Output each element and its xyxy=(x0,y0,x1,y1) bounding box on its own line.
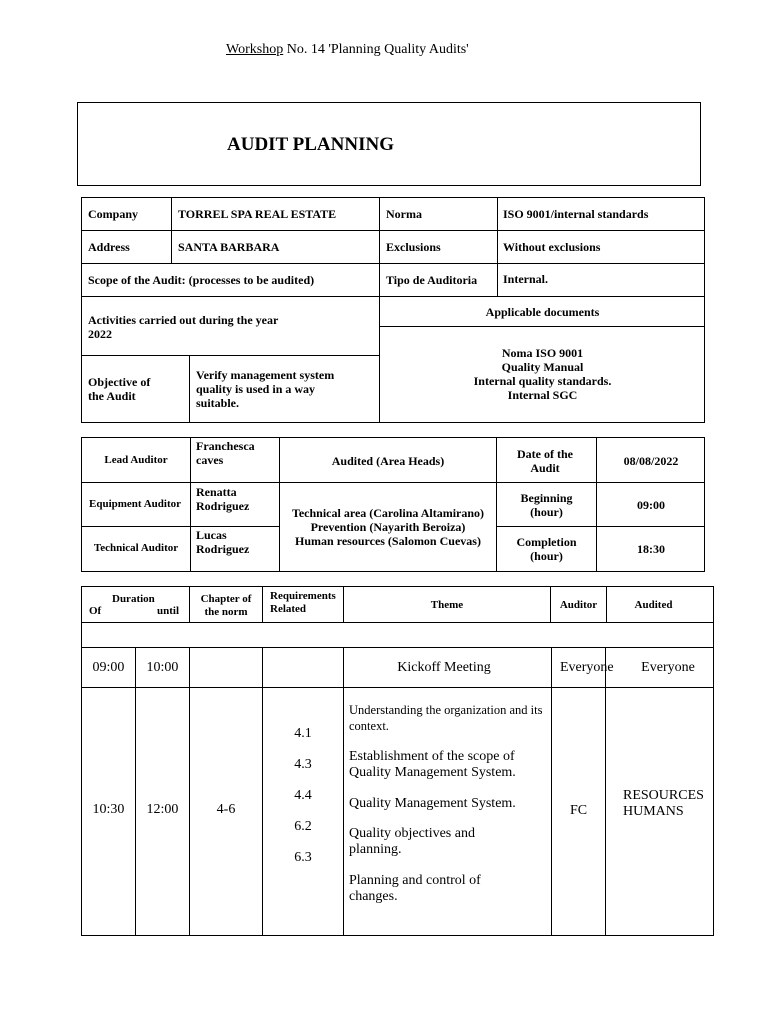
theme-item: Establishment of the scope of Quality Management System. xyxy=(349,749,516,780)
date-value: 08/08/2022 xyxy=(623,454,679,468)
auditor-header: Auditor xyxy=(559,599,598,611)
schedule-cell-of: 10:30 xyxy=(92,802,125,817)
page-title: AUDIT PLANNING xyxy=(227,134,394,155)
activities-text: Activities carried out during the year 2022 xyxy=(88,313,279,341)
schedule-cell-auditor: FC xyxy=(569,803,588,818)
address-value: SANTA BARBARA xyxy=(178,240,280,254)
requirement-item: 6.2 xyxy=(294,819,312,834)
schedule-cell-until: 12:00 xyxy=(146,802,179,817)
equipment-auditor-label: Equipment Auditor xyxy=(89,498,181,510)
applicable-docs-list: Noma ISO 9001 Quality Manual Internal quality standards. Internal SGC xyxy=(473,346,612,402)
requirement-item: 4.4 xyxy=(294,788,312,803)
beginning-value: 09:00 xyxy=(637,498,665,512)
schedule-cell-auditor: Everyone xyxy=(560,660,614,675)
technical-auditor-name: Lucas Rodriguez xyxy=(196,528,250,556)
theme-item: Planning and control of changes. xyxy=(349,873,481,904)
address-label: Address xyxy=(88,240,130,254)
requirement-item: 6.3 xyxy=(294,850,312,865)
workshop-prefix: Workshop xyxy=(226,42,284,57)
tipo-value: Internal. xyxy=(503,272,548,286)
completion-label: Completion (hour) xyxy=(516,535,577,563)
company-label: Company xyxy=(88,207,139,221)
objective-value: Verify management system quality is used in a way suitable. xyxy=(196,368,335,410)
theme-item: Quality objectives and planning. xyxy=(349,826,475,857)
date-label: Date of the Audit xyxy=(517,447,573,475)
requirements-header: Requirements Related xyxy=(270,590,336,615)
tipo-label: Tipo de Auditoria xyxy=(386,273,478,287)
requirement-item: 4.1 xyxy=(294,726,312,741)
workshop-heading xyxy=(226,42,469,58)
requirement-item: 4.3 xyxy=(294,757,312,772)
schedule-cell-until: 10:00 xyxy=(146,660,179,675)
applicable-docs-label: Applicable documents xyxy=(485,305,600,319)
chapter-header: Chapter of the norm xyxy=(200,593,252,618)
audited-label: Audited (Area Heads) xyxy=(331,454,445,468)
scope-label: Scope of the Audit: (processes to be audited) xyxy=(88,273,315,287)
duration-header: Duration xyxy=(112,593,155,605)
schedule-cell-chapter: 4-6 xyxy=(216,802,236,817)
until-header: until xyxy=(157,605,180,617)
technical-auditor-label: Technical Auditor xyxy=(93,542,179,554)
objective-label: Objective of the Audit xyxy=(88,375,151,403)
equipment-auditor-name: Renatta Rodriguez xyxy=(196,485,250,513)
audited-header: Audited xyxy=(634,599,673,611)
audited-areas: Technical area (Carolina Altamirano) Prevention (Nayarith Beroiza) Human resources (Salomon Cuevas) xyxy=(291,506,485,548)
company-value: TORREL SPA REAL ESTATE xyxy=(178,207,337,221)
norma-label: Norma xyxy=(386,207,422,221)
workshop-title: No. 14 'Planning Quality Audits' xyxy=(283,42,469,57)
beginning-label: Beginning (hour) xyxy=(520,491,573,519)
lead-auditor-name: Franchesca caves xyxy=(196,439,255,467)
schedule-cell-theme: Kickoff Meeting xyxy=(397,660,491,675)
completion-value: 18:30 xyxy=(637,542,665,556)
schedule-cell-audited: Everyone xyxy=(641,660,695,675)
norma-value: ISO 9001/internal standards xyxy=(503,207,649,221)
exclusions-value: Without exclusions xyxy=(503,240,601,254)
schedule-cell-of: 09:00 xyxy=(92,660,125,675)
theme-item: Quality Management System. xyxy=(349,796,516,811)
theme-header: Theme xyxy=(430,599,464,611)
of-header: Of xyxy=(89,605,102,617)
lead-auditor-label: Lead Auditor xyxy=(104,454,168,466)
schedule-cell-audited: RESOURCES HUMANS xyxy=(623,788,704,819)
exclusions-label: Exclusions xyxy=(386,240,441,254)
theme-item: Understanding the organization and its context. xyxy=(349,703,543,733)
